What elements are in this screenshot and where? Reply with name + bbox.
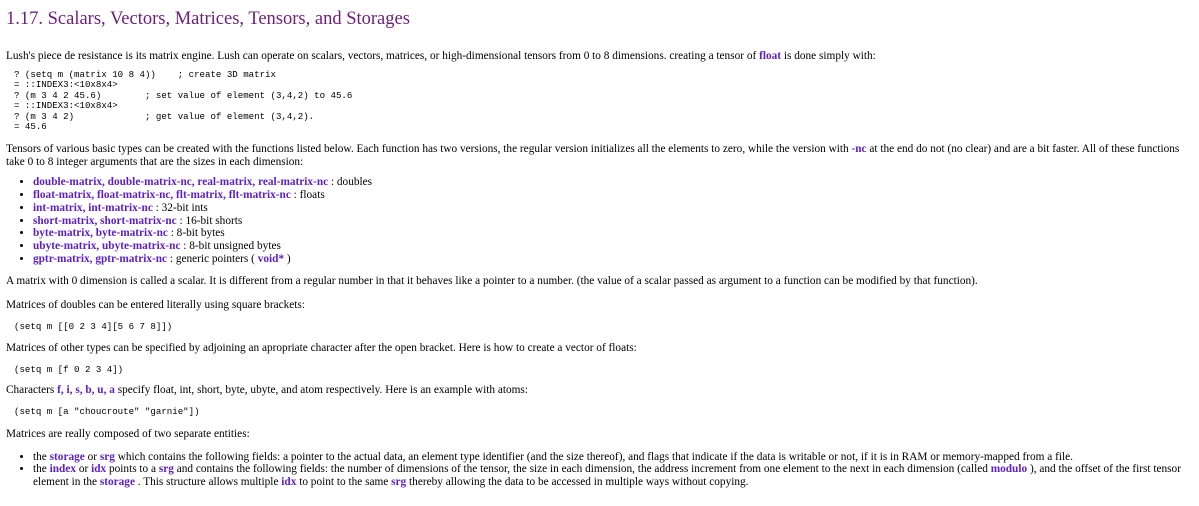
tensors-paragraph [6, 143, 1193, 169]
list-item-desc: : doubles [328, 176, 373, 189]
list-item-desc: : floats [290, 189, 325, 202]
list-item-desc: : 8-bit bytes [167, 227, 225, 240]
float-matrix-link[interactable]: float-matrix, float-matrix-nc, flt-matrix, flt-matrix-nc [33, 189, 291, 202]
code-block-floats: (setq m [f 0 2 3 4]) [14, 363, 124, 375]
characters-paragraph [6, 384, 1193, 397]
list-item-desc: : 16-bit shorts [176, 214, 243, 227]
text-span: or [76, 463, 92, 476]
index-link[interactable]: index [49, 463, 77, 476]
srg-link[interactable]: srg [158, 463, 174, 476]
list-item [33, 215, 1193, 228]
intro-text: Lush's piece de resistance is its matrix engine. Lush can operate on scalars, vectors, matrices, or high-dimensional tensors from 0 to 8 dimensions. creating a tensor of [6, 50, 760, 62]
other-types-paragraph: Matrices of other types can be specified by adjoining an apropriate character after the open bracket. Here is how to create a vector of floats: [6, 341, 637, 354]
idx-link[interactable]: idx [91, 463, 107, 476]
int-matrix-link[interactable]: int-matrix, int-matrix-nc [33, 201, 153, 214]
entities-list [6, 451, 1193, 489]
code-block-atoms: (setq m [a "choucroute" "garnie"]) [14, 406, 200, 418]
srg-link[interactable]: srg [99, 450, 115, 463]
list-item-desc: : 32-bit ints [152, 201, 208, 214]
text-span: or [84, 450, 100, 463]
list-item [33, 240, 1193, 253]
tensors-text-end: at the end do not (no clear) and are a bit faster. All of these functions take 0 to 8 integer arguments that are the sizes in each dimension: [6, 143, 1180, 169]
list-item-desc: : 8-bit unsigned bytes [180, 239, 281, 252]
float-link[interactable]: float [759, 50, 782, 62]
list-item [33, 202, 1193, 215]
list-item-index [33, 463, 1193, 488]
modulo-link[interactable]: modulo [990, 463, 1028, 476]
list-item-storage [33, 451, 1193, 464]
scalar-paragraph: A matrix with 0 dimension is called a scalar. It is different from a regular number in that it behaves like a pointer to a number. (the value of a scalar passed as argument to a function can be modified by that function). [6, 275, 978, 288]
double-matrix-link[interactable]: double-matrix, double-matrix-nc, real-matrix, real-matrix-nc [33, 176, 329, 189]
text-span: which contains the following fields: a pointer to the actual data, an element type identifier (and the size thereof), and flags that indicate if the data is writable or not, if it is in RAM or memory-mapped from a file. [114, 450, 1073, 463]
doubles-paragraph: Matrices of doubles can be entered literally using square brackets: [6, 299, 305, 312]
intro-text-end: is done simply with: [781, 50, 876, 62]
list-item [33, 189, 1193, 202]
short-matrix-link[interactable]: short-matrix, short-matrix-nc [33, 214, 177, 227]
code-block-matrix-create: ? (setq m (matrix 10 8 4)) ; create 3D matrix = ::INDEX3:<10x8x4> ? (m 3 4 2 45.6) ; set value of element (3,4,2) to 45.6 = ::INDEX3:<10x8x4> ? (m 3 4 2) ; get value of element (3,4,2). = 45.6 [14, 69, 353, 133]
list-item-desc: : generic pointers ( [167, 252, 258, 265]
code-block-doubles: (setq m [[0 2 3 4][5 6 7 8]]) [14, 321, 173, 333]
nc-link[interactable]: -nc [851, 143, 867, 156]
text-span: thereby allowing the data to be accessed in multiple ways without copying. [406, 475, 749, 488]
storage-link[interactable]: storage [99, 475, 135, 488]
intro-paragraph [6, 50, 1193, 63]
chars-text-end: specify float, int, short, byte, ubyte, and atom respectively. Here is an example with atoms: [114, 384, 528, 397]
section-title: 1.17. Scalars, Vectors, Matrices, Tensors, and Storages [6, 9, 410, 29]
entities-paragraph: Matrices are really composed of two separate entities: [6, 427, 250, 440]
srg-link[interactable]: srg [391, 475, 407, 488]
text-span: and contains the following fields: the number of dimensions of the tensor, the size in each dimension, the address increment from one element to the next in each dimension (called [173, 463, 991, 476]
type-chars-link[interactable]: f, i, s, b, u, a [57, 384, 115, 397]
matrix-types-list [6, 176, 1193, 265]
byte-matrix-link[interactable]: byte-matrix, byte-matrix-nc [33, 227, 168, 240]
ubyte-matrix-link[interactable]: ubyte-matrix, ubyte-matrix-nc [33, 239, 181, 252]
list-item-desc-end: ) [284, 252, 291, 265]
text-span: to point to the same [296, 475, 392, 488]
list-item [33, 227, 1193, 240]
void-pointer-link[interactable]: void* [257, 252, 285, 265]
text-span: ), and the offset of the first tensor element in the [33, 463, 1181, 488]
chars-text: Characters [6, 384, 58, 397]
text-span: points to a [106, 463, 159, 476]
gptr-matrix-link[interactable]: gptr-matrix, gptr-matrix-nc [33, 252, 168, 265]
list-item [33, 253, 1193, 266]
list-item [33, 176, 1193, 189]
text-span: the [33, 450, 50, 463]
text-span: the [33, 463, 50, 476]
storage-link[interactable]: storage [49, 450, 85, 463]
idx-link[interactable]: idx [281, 475, 297, 488]
text-span: . This structure allows multiple [134, 475, 282, 488]
tensors-text: Tensors of various basic types can be created with the functions listed below. Each function has two versions, the regular version initializes all the elements to zero, while the version with [6, 143, 852, 156]
